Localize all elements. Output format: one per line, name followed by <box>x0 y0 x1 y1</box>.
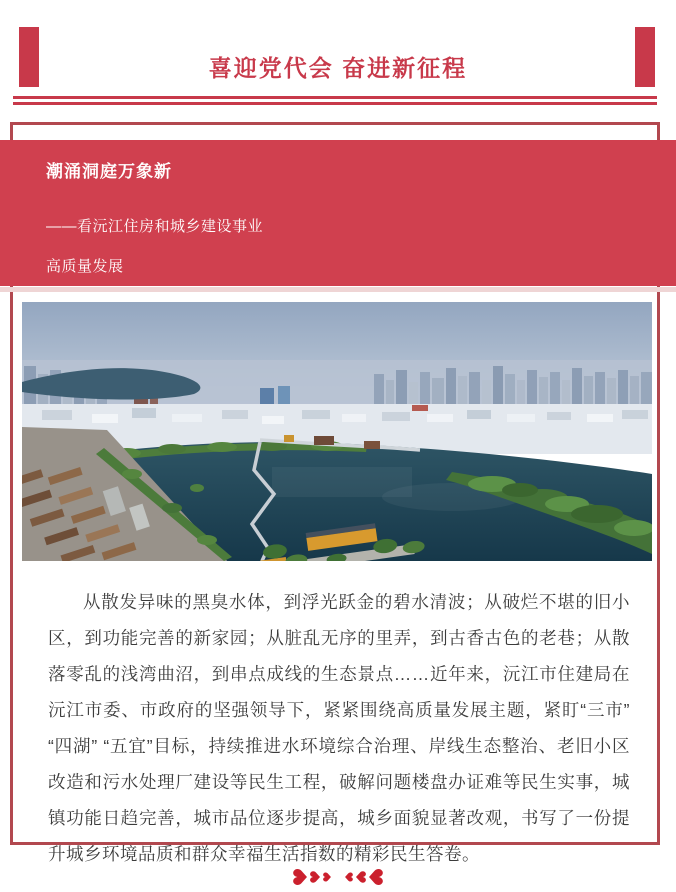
city-lake-photo <box>22 302 652 561</box>
banner-title: 潮涌洞庭万象新 <box>46 162 172 181</box>
banner-subtitle-line2: 高质量发展 <box>46 258 124 275</box>
city-lake-photo-illustration <box>22 302 652 561</box>
banner-underline <box>0 287 676 292</box>
header-divider-top <box>13 96 657 99</box>
page-title: 喜迎党代会 奋进新征程 <box>208 55 468 81</box>
footer-arrows-decoration <box>0 868 676 886</box>
article-banner <box>0 140 676 286</box>
banner-subtitle-line1: ——看沅江住房和城乡建设事业 <box>46 218 264 235</box>
header-divider-bottom <box>13 102 657 105</box>
article-paragraph: 从散发异味的黑臭水体，到浮光跃金的碧水清波；从破烂不堪的旧小区，到功能完善的新家园；从脏乱无序的里弄，到古香古色的老巷；从散落零乱的浅湾曲沼，到串点成线的生态景点……近年来，沅江市住建局在沅江市委、市政府的坚强领导下，紧紧围绕高质量发展主题，紧盯“三市” “四湖” “五宜”目标，持续推进水环境综合治理、岸线生态整治、老旧小区改造和污水处理厂建设等民生工程，破解问题楼盘办证难等民生实事，城镇功能日趋完善，城市品位逐步提高，城乡面貌显著改观，书写了一份提升城乡环境品质和群众幸福生活指数的精彩民生答卷。 <box>48 592 630 864</box>
heart-arrows-icon <box>292 868 384 886</box>
